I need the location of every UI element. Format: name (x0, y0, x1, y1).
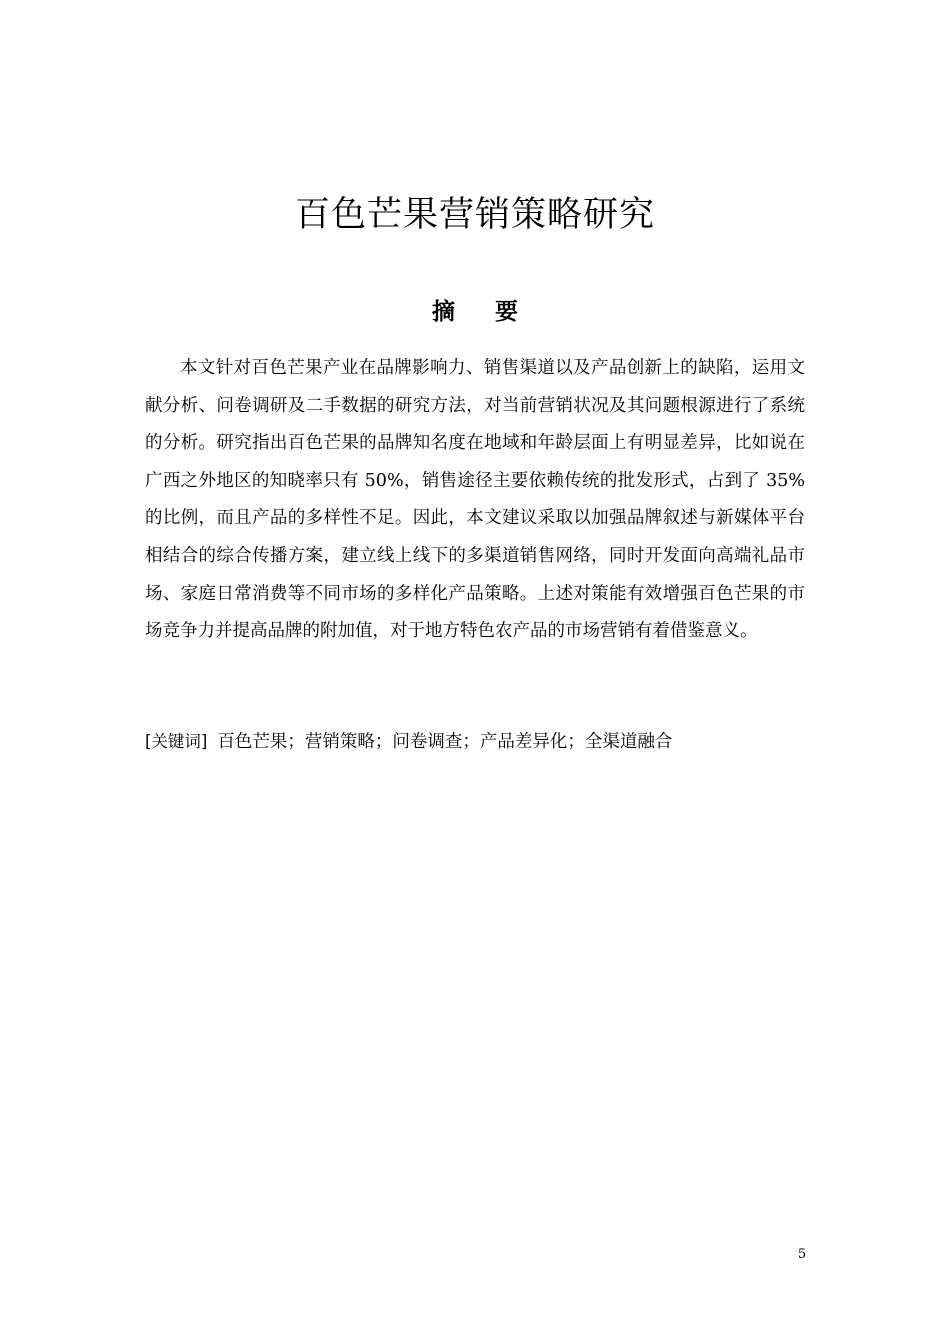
abstract-heading (0, 292, 950, 332)
abstract-heading-char-2: 要 (495, 299, 518, 325)
keywords-label: [关键词] (145, 732, 208, 751)
abstract-heading-char-1: 摘 (432, 299, 455, 325)
abstract-body: 本文针对百色芒果产业在品牌影响力、销售渠道以及产品创新上的缺陷，运用文献分析、问卷调研及二手数据的研究方法，对当前营销状况及其问题根源进行了系统的分析。研究指出百色芒果的品牌知名度在地域和年龄层面上有明显差异，比如说在广西之外地区的知晓率只有 50%，销售途径主要依赖传统的批发形式，占到了 35%的比例，而且产品的多样性不足。因此，本文建议采取以加强品牌叙述与新媒体平台相结合的综合传播方案，建立线上线下的多渠道销售网络，同时开发面向高端礼品市场、家庭日常消费等不同市场的多样化产品策略。上述对策能有效增强百色芒果的市场竞争力并提高品牌的附加值，对于地方特色农产品的市场营销有着借鉴意义。 (145, 358, 805, 642)
keywords-text: 百色芒果；营销策略；问卷调查；产品差异化；全渠道融合 (217, 732, 673, 752)
page-number: 5 (797, 1247, 807, 1262)
paper-title: 百色芒果营销策略研究 (294, 195, 655, 235)
keywords-line (145, 724, 805, 760)
